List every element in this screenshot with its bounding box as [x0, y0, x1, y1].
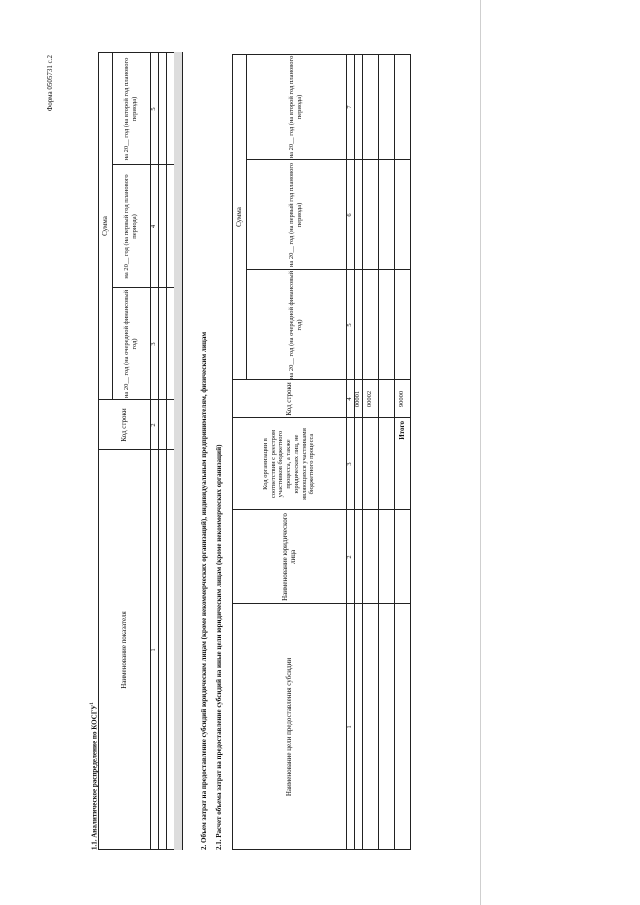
t2-total-label: Итого: [397, 421, 406, 440]
t2-header-year2: на 20__ год (на первый год планового периода): [288, 162, 303, 268]
t2-header-code: Код строки: [284, 382, 293, 416]
t2-colnum-7: 7: [346, 105, 354, 109]
t2-header-year1: на 20__ год (на очередной финансовый год): [288, 270, 303, 380]
t2-colnum-2: 2: [346, 555, 354, 559]
t1-header-indicator: Наименование показателя: [119, 611, 128, 689]
t1-header-year1: на 20__ год (на очередной финансовый год): [123, 289, 138, 399]
t1-colnum-2: 2: [150, 423, 158, 427]
t1-colnum-1: 1: [150, 648, 158, 652]
t2-header-purpose: Наименование цели предоставления субсидии: [284, 657, 293, 797]
t2-total-code: 90000: [398, 390, 406, 408]
form-code: Форма 0505731 с.2: [46, 55, 54, 112]
t2-header-org-code: Код организации в соответствии с реестром участников бюджетного процесса, а также юридических лиц, не являющихся участниками бюджетного процесса: [261, 428, 316, 500]
t1-header-code: Код строки: [119, 408, 128, 442]
t2-header-sum: Сумма: [234, 207, 243, 227]
table-1-1: [98, 52, 182, 850]
t1-colnum-5: 5: [150, 107, 158, 111]
t2-colnum-3: 3: [346, 462, 354, 466]
t1-header-year3: на 20__ год (на второй год планового периода): [123, 57, 138, 161]
t1-header-year2: на 20__ год (на первый год планового периода): [123, 174, 138, 279]
t1-colnum-3: 3: [150, 342, 158, 346]
t2-colnum-6: 6: [346, 213, 354, 217]
t2-colnum-1: 1: [346, 725, 354, 729]
t1-header-sum: Сумма: [100, 216, 109, 236]
t1-colnum-4: 4: [150, 224, 158, 229]
t2-header-year3: на 20__ год (на второй год планового периода): [288, 55, 303, 159]
t2-colnum-5: 5: [346, 323, 354, 327]
table-2-1: [232, 54, 410, 850]
section-2-1-heading: 2.1. Расчет объема затрат на предоставление субсидий на иные цели юридическим лицам (кроме некоммерческих организаций): [215, 444, 223, 850]
t2-header-legal-name: Наименование юридического лица: [280, 513, 297, 601]
t2-colnum-4: 4: [346, 397, 354, 401]
t2-row-code-1: 00001: [354, 390, 362, 408]
section-1-1-heading: 1.1. Аналитическое распределение по КОСГУ$^1$: [90, 702, 99, 850]
t2-row-code-2: 00002: [366, 390, 374, 408]
section-2-heading: 2. Объем затрат на предоставление субсидий юридическим лицам (кроме некоммерческих организаций), индивидуальным предпринимателям, физическим лицам: [200, 331, 208, 850]
